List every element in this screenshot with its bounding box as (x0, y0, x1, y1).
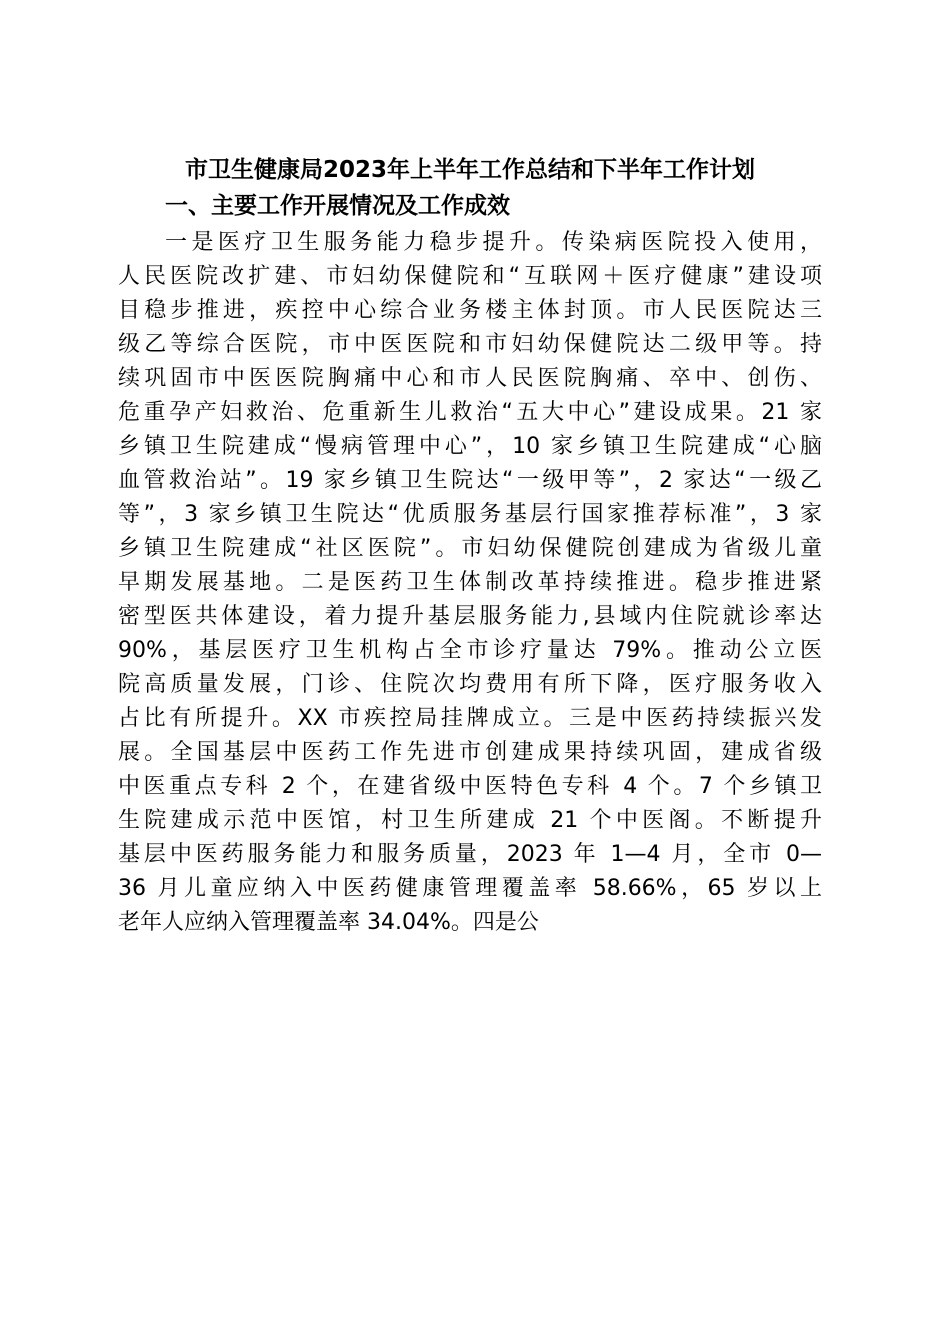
body-paragraph (118, 226, 822, 940)
paragraph-line: 危重孕产妇救治、危重新生儿救治“五大中心”建设成果。21 家 (118, 400, 822, 425)
paragraph-line: 90%，基层医疗卫生机构占全市诊疗量达 79%。推动公立医 (118, 638, 822, 663)
paragraph-line: 续巩固市中医医院胸痛中心和市人民医院胸痛、卒中、创伤、 (118, 366, 822, 391)
paragraph-line: 基层中医药服务能力和服务质量，2023 年 1—4 月，全市 0— (118, 842, 822, 867)
paragraph-line: 院高质量发展，门诊、住院次均费用有所下降，医疗服务收入 (118, 672, 822, 697)
paragraph-line: 血管救治站”。19 家乡镇卫生院达“一级甲等”，2 家达“一级乙 (118, 468, 822, 493)
document-title: 市卫生健康局2023年上半年工作总结和下半年工作计划 (184, 157, 755, 183)
paragraph-line: 乡镇卫生院建成“慢病管理中心”，10 家乡镇卫生院建成“心脑 (118, 434, 822, 459)
paragraph-line: 一是医疗卫生服务能力稳步提升。传染病医院投入使用， (165, 230, 822, 255)
paragraph-line: 36 月儿童应纳入中医药健康管理覆盖率 58.66%，65 岁以上 (118, 876, 822, 901)
paragraph-line: 中医重点专科 2 个，在建省级中医特色专科 4 个。7 个乡镇卫 (118, 774, 822, 799)
paragraph-line: 展。全国基层中医药工作先进市创建成果持续巩固，建成省级 (118, 740, 822, 765)
paragraph-line: 级乙等综合医院，市中医医院和市妇幼保健院达二级甲等。持 (118, 332, 822, 357)
paragraph-line: 生院建成示范中医馆，村卫生所建成 21 个中医阁。不断提升 (118, 808, 822, 833)
paragraph-line: 早期发展基地。二是医药卫生体制改革持续推进。稳步推进紧 (118, 570, 822, 595)
paragraph-line: 目稳步推进，疾控中心综合业务楼主体封顶。市人民医院达三 (118, 298, 822, 323)
paragraph-line: 老年人应纳入管理覆盖率 34.04%。四是公 (118, 910, 539, 935)
paragraph-line: 人民医院改扩建、市妇幼保健院和“互联网＋医疗健康”建设项 (118, 264, 822, 289)
paragraph-line: 占比有所提升。XX 市疾控局挂牌成立。三是中医药持续振兴发 (118, 706, 822, 731)
paragraph-line: 密型医共体建设，着力提升基层服务能力,县域内住院就诊率达 (118, 604, 822, 629)
section-heading: 一、主要工作开展情况及工作成效 (165, 193, 510, 219)
paragraph-line: 乡镇卫生院建成“社区医院”。市妇幼保健院创建成为省级儿童 (118, 536, 822, 561)
paragraph-line: 等”，3 家乡镇卫生院达“优质服务基层行国家推荐标准”，3 家 (118, 502, 822, 527)
